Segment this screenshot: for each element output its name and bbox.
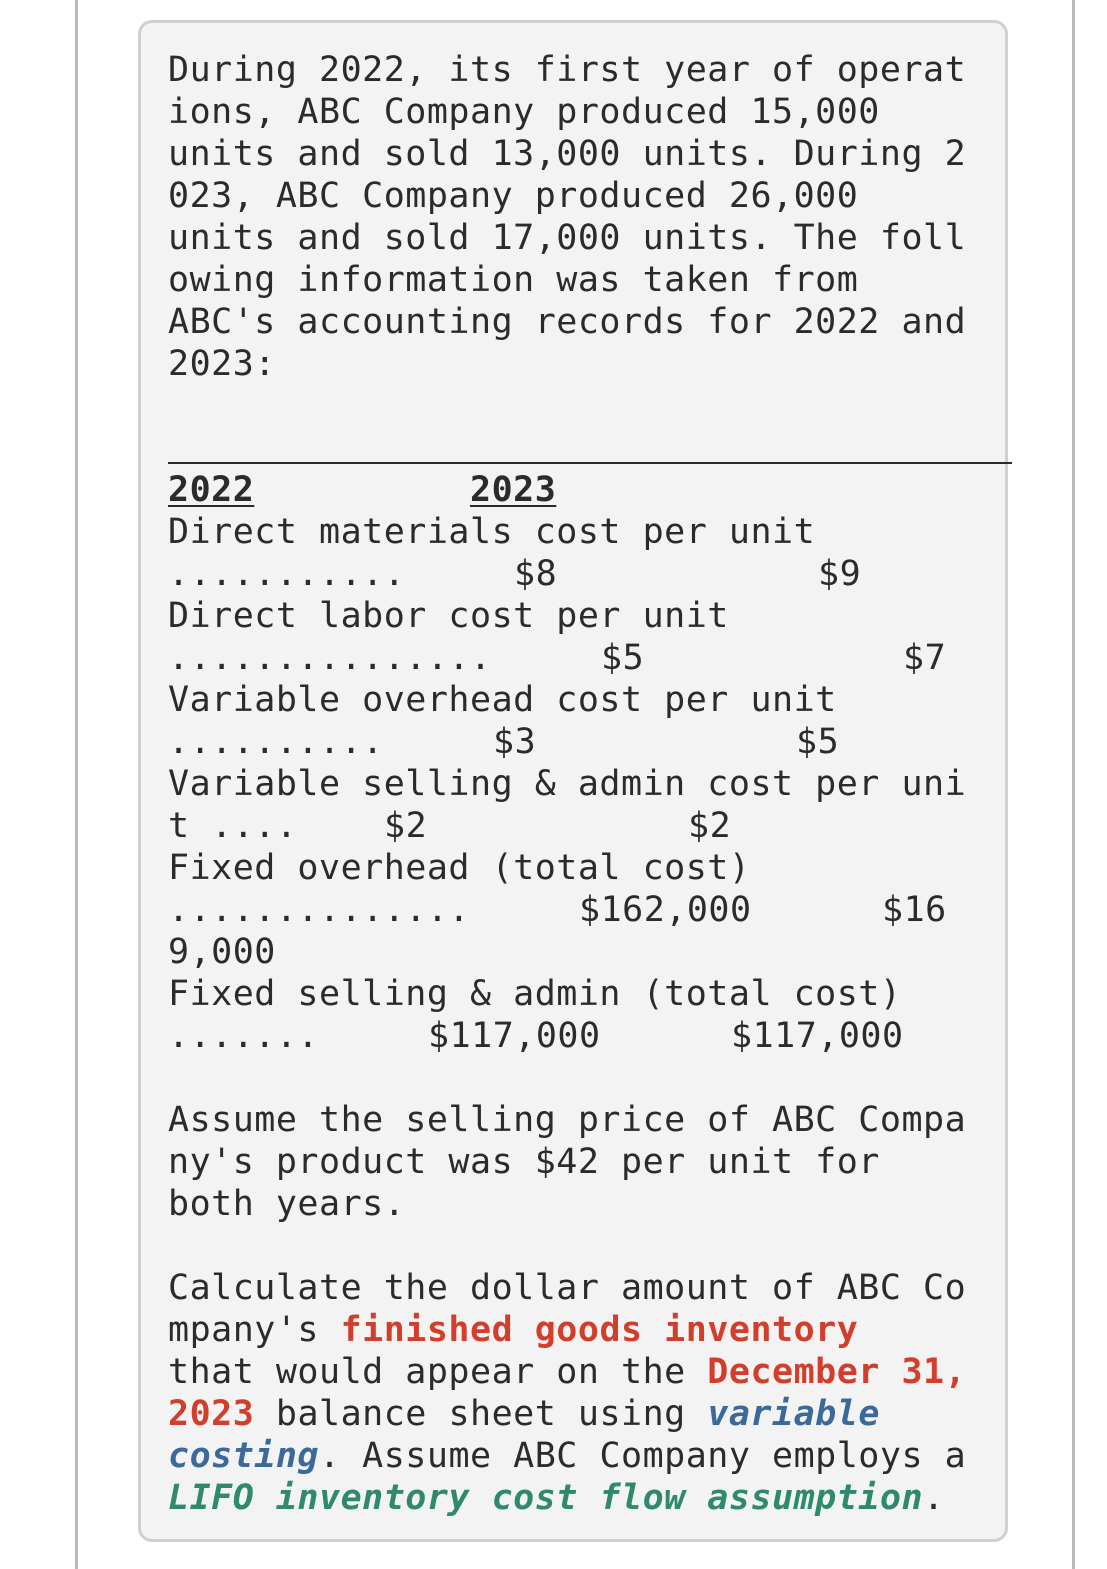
question-text: . xyxy=(923,1478,945,1518)
price-line: Assume the selling price of ABC Compa xyxy=(168,1100,967,1140)
highlight-lifo: LIFO inventory cost flow assumption xyxy=(168,1478,924,1518)
value-2022: $5 xyxy=(601,638,645,678)
question-line xyxy=(168,1477,945,1519)
table-top-rule xyxy=(168,462,1012,464)
row-label-direct-labor: Direct labor cost per unit xyxy=(168,596,729,636)
question-text: balance sheet using xyxy=(254,1394,708,1434)
intro-line: units and sold 13,000 units. During 2 xyxy=(168,134,967,174)
value-2023: $9 xyxy=(818,554,862,594)
row-label-continuation: t .... xyxy=(168,806,298,846)
value-2023: $16 xyxy=(882,890,947,930)
highlight-year: 2023 xyxy=(168,1394,255,1434)
value-2022: $117,000 xyxy=(428,1016,601,1056)
row-label-variable-selling-admin: Variable selling & admin cost per uni xyxy=(168,764,967,804)
question-text: . Assume ABC Company employs a xyxy=(319,1436,967,1476)
row-label-variable-overhead: Variable overhead cost per unit xyxy=(168,680,837,720)
intro-line: 023, ABC Company produced 26,000 xyxy=(168,176,859,216)
row-dots: .............. xyxy=(168,890,471,930)
value-2023: $117,000 xyxy=(731,1016,904,1056)
highlight-variable: variable xyxy=(707,1394,880,1434)
row-dots: .......... xyxy=(168,722,384,762)
row-dots: ........... xyxy=(168,554,406,594)
intro-line: During 2022, its first year of operat xyxy=(168,50,967,90)
value-2023-wrap: 9,000 xyxy=(168,932,276,972)
question-line xyxy=(168,1351,966,1393)
question-text: mpany's xyxy=(168,1310,341,1350)
column-header-2023: 2023 xyxy=(470,470,557,510)
row-dots: ............... xyxy=(168,638,492,678)
price-line: ny's product was $42 per unit for xyxy=(168,1142,880,1182)
question-line xyxy=(168,1309,858,1351)
value-2023: $7 xyxy=(903,638,947,678)
highlight-date: December 31, xyxy=(707,1352,967,1392)
question-line xyxy=(168,1393,880,1435)
question-line xyxy=(168,1435,966,1477)
left-border xyxy=(75,0,78,1569)
intro-line: ABC's accounting records for 2022 and xyxy=(168,302,967,342)
intro-line: ions, ABC Company produced 15,000 xyxy=(168,92,880,132)
intro-line: units and sold 17,000 units. The foll xyxy=(168,218,967,258)
question-text: that would appear on the xyxy=(168,1352,708,1392)
intro-line: 2023: xyxy=(168,344,276,384)
highlight-costing: costing xyxy=(168,1436,320,1476)
row-label-direct-materials: Direct materials cost per unit xyxy=(168,512,816,552)
column-header-2022: 2022 xyxy=(168,470,255,510)
price-line: both years. xyxy=(168,1184,406,1224)
value-2023: $2 xyxy=(688,806,732,846)
row-label-fixed-overhead: Fixed overhead (total cost) xyxy=(168,848,751,888)
value-2022: $162,000 xyxy=(579,890,752,930)
right-border xyxy=(1072,0,1075,1569)
question-text: Calculate the dollar amount of ABC Co xyxy=(168,1268,967,1308)
intro-line: owing information was taken from xyxy=(168,260,859,300)
row-dots: ....... xyxy=(168,1016,320,1056)
value-2023: $5 xyxy=(796,722,840,762)
row-label-fixed-selling-admin: Fixed selling & admin (total cost) xyxy=(168,974,902,1014)
value-2022: $8 xyxy=(514,554,558,594)
value-2022: $3 xyxy=(493,722,537,762)
value-2022: $2 xyxy=(384,806,428,846)
highlight-finished-goods: finished goods inventory xyxy=(340,1310,859,1350)
question-line xyxy=(168,1267,966,1309)
